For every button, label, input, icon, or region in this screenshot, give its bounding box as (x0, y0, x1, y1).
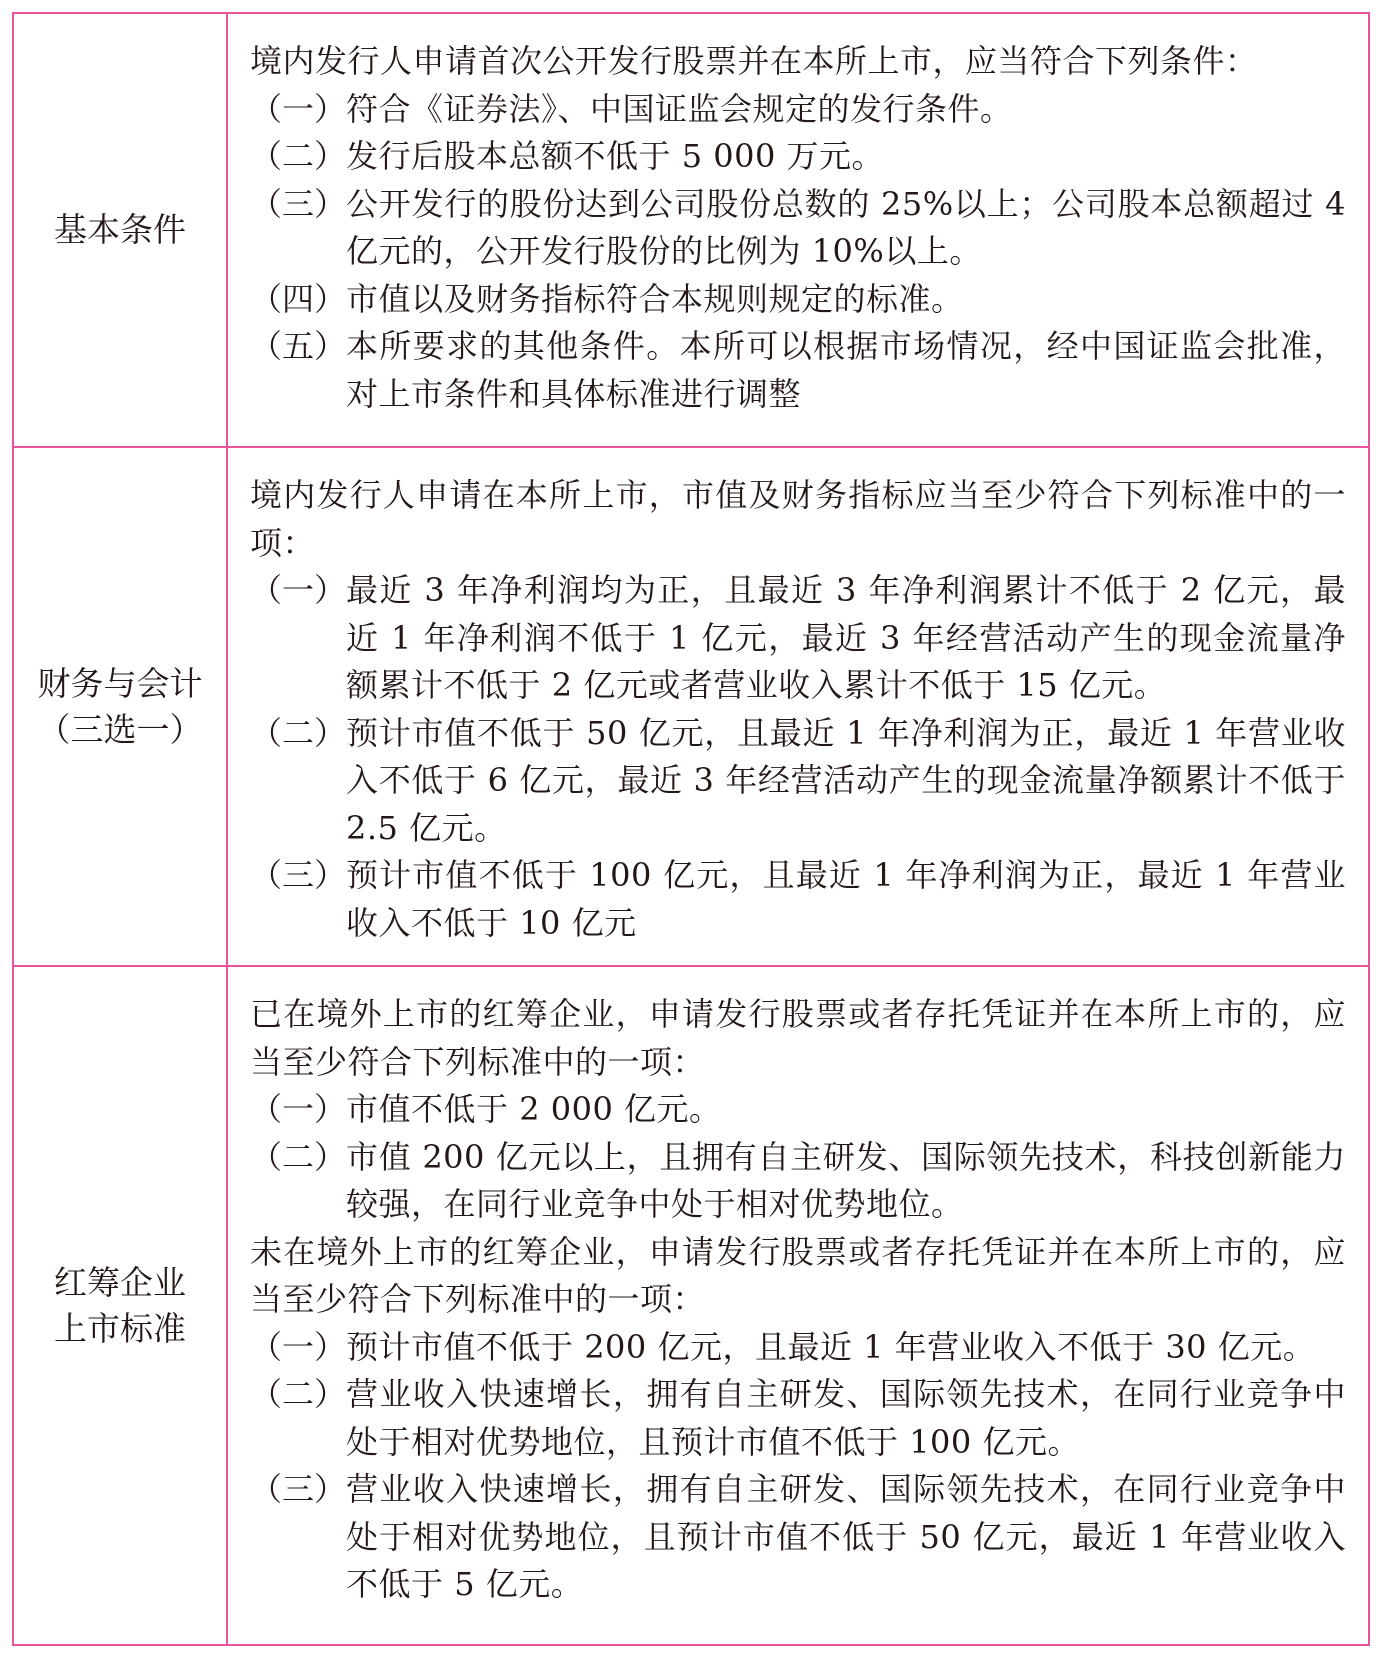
item-number: （二） (250, 1137, 347, 1176)
item-text: 预计市值不低于 50 亿元，且最近 1 年净利润为正，最近 1 年营业收入不低于 6 亿元，最近 3 年经营活动产生的现金流量净额累计不低于 2.5 亿元。 (346, 713, 1346, 847)
item-number: （五） (250, 327, 347, 365)
item-number: （二） (250, 1375, 347, 1413)
item-number: （二） (250, 713, 347, 752)
listing-standards-table (12, 12, 1370, 1646)
item-text: 发行后股本总额不低于 5 000 万元。 (346, 137, 884, 175)
item-number: （三） (250, 1470, 347, 1508)
row-content-finance-accounting (228, 448, 1368, 967)
item-number: （一） (250, 1090, 347, 1128)
list-item (250, 567, 1346, 710)
list-item (250, 323, 1346, 418)
row-label-line: 基本条件 (54, 210, 186, 249)
list-item (250, 133, 1346, 181)
list-item (250, 1134, 1346, 1229)
item-text: 营业收入快速增长，拥有自主研发、国际领先技术，在同行业竞争中处于相对优势地位，且预计市值不低于 50 亿元，最近 1 年营业收入不低于 5 亿元。 (346, 1470, 1346, 1603)
item-text: 市值 200 亿元以上，且拥有自主研发、国际领先技术，科技创新能力较强，在同行业竞争中处于相对优势地位。 (346, 1137, 1346, 1223)
row-content-basic-conditions (228, 14, 1368, 448)
item-text: 最近 3 年净利润均为正，且最近 3 年净利润累计不低于 2 亿元，最近 1 年净利润不低于 1 亿元，最近 3 年经营活动产生的现金流量净额累计不低于 2 亿元或者营业收入累计不低于 15 亿元。 (346, 571, 1346, 704)
row-label-basic-conditions (14, 14, 228, 448)
item-text: 公开发行的股份达到公司股份总数的 25%以上；公司股本总额超过 4 亿元的，公开发行股份的比例为 10%以上。 (346, 184, 1346, 270)
list-item (250, 1324, 1346, 1372)
row-label-line: 财务与会计 (37, 663, 203, 703)
list-item (250, 181, 1346, 276)
intro-paragraph: 境内发行人申请首次公开发行股票并在本所上市，应当符合下列条件： (250, 42, 1258, 80)
item-number: （一） (250, 571, 347, 609)
row-label-line: 上市标准 (54, 1308, 186, 1348)
intro-paragraph: 已在境外上市的红筹企业，申请发行股票或者存托凭证并在本所上市的，应当至少符合下列标准中的一项： (250, 995, 1346, 1081)
item-number: （四） (250, 279, 347, 318)
list-item (250, 1466, 1346, 1609)
item-number: （三） (250, 184, 347, 223)
list-item (250, 86, 1346, 134)
row-label-line: （三选一） (37, 709, 203, 749)
list-item (250, 276, 1346, 324)
list-item (250, 1086, 1346, 1134)
row-label-finance-accounting (14, 448, 228, 967)
item-text: 预计市值不低于 200 亿元，且最近 1 年营业收入不低于 30 亿元。 (346, 1327, 1316, 1366)
item-number: （三） (250, 856, 347, 894)
item-text: 本所要求的其他条件。本所可以根据市场情况，经中国证监会批准，对上市条件和具体标准进行调整 (346, 327, 1346, 413)
row-content-red-chip (228, 967, 1368, 1644)
item-text: 符合《证券法》、中国证监会规定的发行条件。 (346, 89, 1013, 128)
item-text: 预计市值不低于 100 亿元，且最近 1 年净利润为正，最近 1 年营业收入不低于 10 亿元 (346, 856, 1346, 942)
item-number: （一） (250, 89, 347, 128)
intro-paragraph: 未在境外上市的红筹企业，申请发行股票或者存托凭证并在本所上市的，应当至少符合下列标准中的一项： (250, 1232, 1346, 1318)
item-text: 营业收入快速增长，拥有自主研发、国际领先技术，在同行业竞争中处于相对优势地位，且预计市值不低于 100 亿元。 (346, 1375, 1346, 1461)
item-text: 市值以及财务指标符合本规则规定的标准。 (346, 279, 964, 318)
item-number: （二） (250, 137, 347, 175)
item-text: 市值不低于 2 000 亿元。 (346, 1090, 722, 1128)
row-label-line: 红筹企业 (54, 1262, 186, 1302)
list-item (250, 1371, 1346, 1466)
item-number: （一） (250, 1327, 347, 1366)
list-item (250, 852, 1346, 947)
row-label-red-chip (14, 967, 228, 1644)
list-item (250, 710, 1346, 853)
intro-paragraph: 境内发行人申请在本所上市，市值及财务指标应当至少符合下列标准中的一项： (250, 476, 1346, 562)
